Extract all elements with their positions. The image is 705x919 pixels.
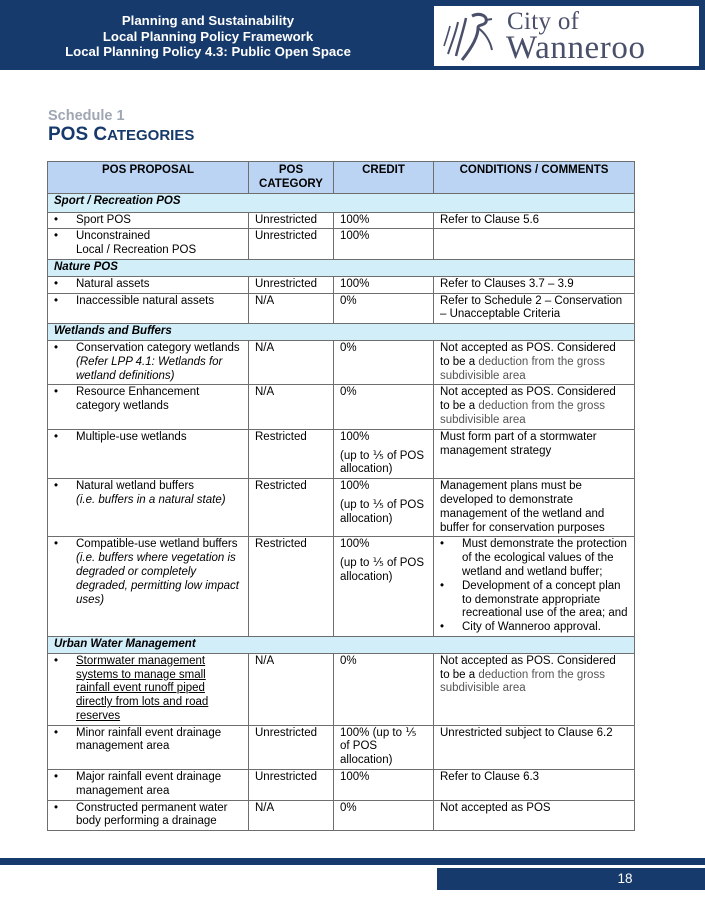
bullet: • (440, 538, 445, 551)
table-row (48, 276, 635, 293)
credit-cell: 0% (334, 653, 434, 725)
category-cell: Restricted (249, 537, 334, 637)
credit-cell: 0% (334, 340, 434, 384)
table-row (48, 479, 635, 537)
category-cell: N/A (249, 385, 334, 429)
comment-cell: Refer to Clauses 3.7 – 3.9 (434, 276, 635, 293)
header-pos-proposal: POS PROPOSAL (48, 162, 249, 194)
credit-cell: 100% (up to ⅕ of POS allocation) (334, 725, 434, 769)
header-pos-category: POS CATEGORY (249, 162, 334, 194)
bullet: • (54, 341, 59, 354)
bullet: • (440, 621, 445, 634)
header-conditions-comments: CONDITIONS / COMMENTS (434, 162, 635, 194)
section-wetlands-buffers: Wetlands and Buffers (48, 324, 635, 341)
comment-text-gray: deduction from the gross subdivisible area (440, 400, 605, 426)
table-row (48, 537, 635, 637)
header-line-2: Local Planning Policy Framework (102, 28, 314, 44)
header-text-block (18, 13, 398, 60)
comment-text: Not accepted as POS. Considered to be a (440, 654, 616, 681)
proposal-text: Stormwater management systems to manage small rainfall event runoff piped directly from lots and road reserves (76, 654, 209, 722)
city-logo (434, 6, 699, 66)
condition-text: Must demonstrate the protection of the ecological values of the wetland and wetland buffer; (462, 538, 627, 578)
swan-logo-icon (442, 10, 494, 64)
comment-text-gray: deduction from the gross subdivisible area (440, 668, 605, 695)
proposal-note: (Refer LPP 4.1: Wetlands for wetland definitions) (76, 355, 223, 382)
table-row (48, 385, 635, 429)
logo-text-city-of: City of (507, 8, 580, 35)
credit-limit: (up to ⅕ of POS allocation) (340, 498, 425, 525)
proposal-note: (i.e. buffers in a natural state) (76, 493, 226, 506)
credit-cell: 100% (334, 276, 434, 293)
table-row (48, 725, 635, 769)
proposal-note: (i.e. buffers where vegetation is degraded or completely degraded, permitting low impact uses) (76, 552, 239, 606)
conditions-list (440, 538, 628, 635)
proposal-text: Constructed permanent water body performing a drainage (76, 801, 228, 828)
pos-categories-table (47, 161, 635, 831)
table-header-row (48, 162, 635, 194)
proposal-text: Major rainfall event drainage management area (76, 771, 222, 797)
list-item (440, 538, 628, 579)
bullet: • (54, 294, 59, 307)
credit-cell: 0% (334, 800, 434, 831)
bullet: • (54, 277, 59, 290)
proposal-text: Inaccessible natural assets (76, 294, 215, 307)
comment-cell (434, 385, 635, 429)
bullet: • (54, 480, 59, 493)
logo-text-wanneroo: Wanneroo (506, 30, 646, 66)
credit-value: 100% (340, 430, 370, 443)
category-cell: Unrestricted (249, 770, 334, 801)
bullet: • (54, 538, 59, 551)
proposal-text: Conservation category wetlands (76, 341, 240, 354)
bullet: • (54, 726, 59, 739)
comment-cell: Must form part of a stormwater management strategy (434, 429, 635, 478)
proposal-text: Minor rainfall event drainage management area (76, 726, 222, 753)
proposal-text: Local / Recreation POS (76, 244, 197, 257)
comment-cell: Not accepted as POS (434, 800, 635, 831)
bullet: • (54, 654, 59, 667)
comment-cell: Refer to Clause 5.6 (434, 212, 635, 229)
title-first: POS C (48, 124, 108, 145)
header-line-3: Local Planning Policy 4.3: Public Open Space (65, 44, 351, 59)
credit-value: 100% (340, 538, 370, 551)
table-row (48, 770, 635, 801)
bullet: • (440, 579, 445, 592)
comment-cell: Refer to Clause 6.3 (434, 770, 635, 801)
proposal-text: Compatible-use wetland buffers (76, 538, 238, 551)
table-row (48, 212, 635, 229)
table-row (48, 340, 635, 384)
credit-cell (334, 537, 434, 637)
category-cell: N/A (249, 293, 334, 324)
credit-cell: 100% (334, 212, 434, 229)
credit-cell: 100% (334, 229, 434, 260)
footer-white-panel (0, 868, 437, 890)
table-row (48, 800, 635, 831)
section-row (48, 636, 635, 653)
credit-cell (334, 479, 434, 537)
comment-cell (434, 653, 635, 725)
category-cell: N/A (249, 800, 334, 831)
comment-cell (434, 229, 635, 260)
proposal-text: Natural assets (76, 277, 150, 290)
category-cell: Unrestricted (249, 276, 334, 293)
page-number: 18 (617, 871, 633, 886)
page-header (0, 0, 705, 70)
proposal-text: Multiple-use wetlands (76, 430, 187, 443)
credit-cell: 0% (334, 293, 434, 324)
comment-cell: Management plans must be developed to demonstrate management of the wetland and buffer for conservation purposes (434, 479, 635, 537)
section-row (48, 324, 635, 341)
proposal-text: Sport POS (76, 213, 131, 226)
table-row (48, 653, 635, 725)
comment-text-gray: deduction from the gross subdivisible area (440, 355, 605, 382)
bullet: • (54, 771, 59, 784)
table-row (48, 293, 635, 324)
bullet: • (54, 430, 59, 443)
credit-cell: 100% (334, 770, 434, 801)
proposal-text: Resource Enhancement category wetlands (76, 386, 200, 413)
credit-limit: (up to ⅕ of POS allocation) (340, 557, 425, 583)
comment-cell: Unrestricted subject to Clause 6.2 (434, 725, 635, 769)
bullet: • (54, 230, 59, 243)
condition-text: City of Wanneroo approval. (462, 621, 601, 634)
bullet: • (54, 386, 59, 399)
comment-text: Not accepted as POS. Considered to be a (440, 341, 616, 368)
section-nature: Nature POS (48, 259, 635, 276)
comment-cell: Refer to Schedule 2 – Conservation – Unacceptable Criteria (434, 293, 635, 324)
credit-cell: 0% (334, 385, 434, 429)
footer-rule (0, 858, 705, 865)
condition-text: Development of a concept plan to demonstrate appropriate recreational use of the area; and (462, 579, 628, 620)
header-credit: CREDIT (334, 162, 434, 194)
header-line-1: Planning and Sustainability (121, 13, 295, 28)
category-cell: N/A (249, 340, 334, 384)
credit-limit: (up to ⅕ of POS allocation) (340, 449, 425, 476)
section-urban-water: Urban Water Management (48, 636, 635, 653)
credit-cell (334, 429, 434, 478)
proposal-text: Unconstrained (76, 230, 151, 243)
comment-text: Not accepted as POS. Considered to be a (440, 386, 616, 413)
category-cell: Unrestricted (249, 212, 334, 229)
category-cell: N/A (249, 653, 334, 725)
page-title (48, 124, 194, 146)
table-row (48, 429, 635, 478)
section-row (48, 259, 635, 276)
comment-cell (434, 537, 635, 637)
table-row (48, 229, 635, 260)
comment-cell (434, 340, 635, 384)
schedule-label: Schedule 1 (48, 108, 125, 124)
category-cell: Restricted (249, 479, 334, 537)
bullet: • (54, 213, 59, 226)
category-cell: Restricted (249, 429, 334, 478)
category-cell: Unrestricted (249, 725, 334, 769)
credit-value: 100% (340, 480, 370, 493)
section-row (48, 193, 635, 212)
category-cell: Unrestricted (249, 229, 334, 260)
list-item (440, 580, 628, 621)
proposal-text: Natural wetland buffers (76, 480, 195, 493)
bullet: • (54, 801, 59, 814)
list-item (440, 621, 628, 635)
section-sport-recreation: Sport / Recreation POS (48, 193, 635, 212)
title-rest: ATEGORIES (107, 127, 195, 144)
